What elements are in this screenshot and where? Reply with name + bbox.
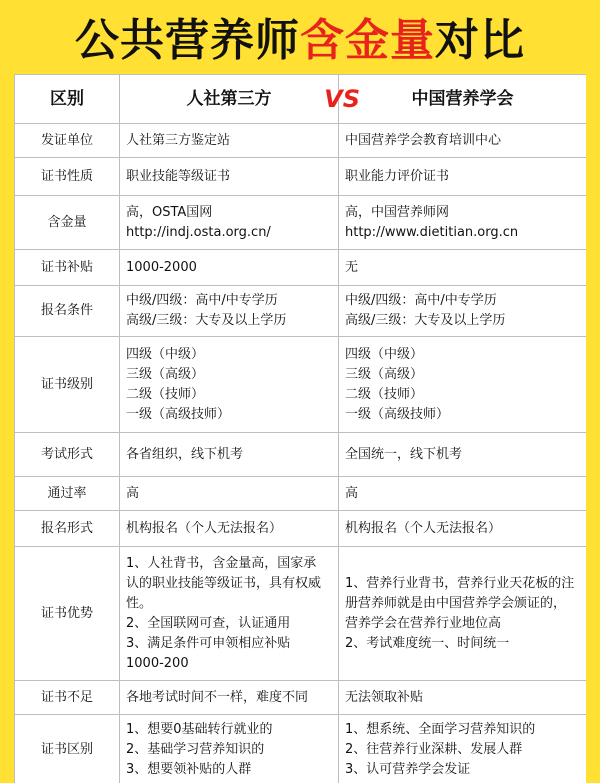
cell-line: 职业能力评价证书 <box>345 168 450 184</box>
cell-line: 三级（高级） <box>126 366 205 382</box>
row-label: 证书补贴 <box>15 250 120 286</box>
cell-line: 1、人社背书，含金量高，国家承 <box>126 555 317 571</box>
row-label: 证书级别 <box>15 337 120 433</box>
row-label: 报名条件 <box>15 286 120 337</box>
cell-line: 一级（高级技师） <box>126 406 231 422</box>
cell-line: 各省组织，线下机考 <box>126 446 244 462</box>
cell-line: 二级（技师） <box>126 386 205 402</box>
cell-cns <box>339 433 587 477</box>
cell-line: 高，OSTA国网 <box>126 204 213 220</box>
cell-line: 无 <box>345 259 359 275</box>
cell-line: 3、认可营养学会发证 <box>345 762 471 777</box>
cell-line: 性。 <box>126 595 153 611</box>
page-title <box>0 0 600 72</box>
cell-hrss <box>120 511 339 547</box>
cell-cns <box>339 158 587 196</box>
cell-line: http://www.dietitian.org.cn <box>345 224 519 240</box>
row-label: 报名形式 <box>15 511 120 547</box>
cell-cns <box>339 477 587 511</box>
table-row <box>15 547 587 681</box>
cell-cns <box>339 681 587 715</box>
cell-line: 无法领取补贴 <box>345 689 424 705</box>
cell-cns <box>339 124 587 158</box>
comparison-table <box>14 74 586 783</box>
cell-line: 3、想要领补贴的人群 <box>126 762 252 777</box>
table-row <box>15 158 587 196</box>
cell-line: 四级（中级） <box>126 346 205 362</box>
table-row <box>15 433 587 477</box>
cell-hrss <box>120 124 339 158</box>
cell-line: 人社第三方鉴定站 <box>126 132 231 148</box>
cell-cns <box>339 511 587 547</box>
cell-line: http://indj.osta.org.cn/ <box>126 224 271 240</box>
cell-line: 中级/四级：高中/中专学历 <box>126 293 278 308</box>
cell-line: 全国统一，线下机考 <box>345 446 463 462</box>
cell-line: 认的职业技能等级证书，具有权威 <box>126 575 322 591</box>
cell-hrss <box>120 547 339 681</box>
cell-line: 高级/三级：大专及以上学历 <box>126 313 287 328</box>
cell-hrss <box>120 477 339 511</box>
table-row <box>15 286 587 337</box>
row-label: 考试形式 <box>15 433 120 477</box>
table-row <box>15 196 587 250</box>
cell-line: 高级/三级：大专及以上学历 <box>345 313 506 328</box>
row-label: 证书不足 <box>15 681 120 715</box>
cell-line: 二级（技师） <box>345 386 424 402</box>
cell-line: 2、往营养行业深耕、发展人群 <box>345 742 523 757</box>
cell-line: 2、基础学习营养知识的 <box>126 742 265 757</box>
cell-cns <box>339 337 587 433</box>
header-row <box>15 75 587 124</box>
cell-hrss <box>120 337 339 433</box>
cell-line: 2、考试难度统一、时间统一 <box>345 635 510 651</box>
cell-line: 3、满足条件可申领相应补贴 <box>126 635 291 651</box>
cell-hrss <box>120 196 339 250</box>
cell-line: 高，中国营养师网 <box>345 204 450 220</box>
table-row <box>15 337 587 433</box>
title-highlight: 含金量 <box>300 15 435 66</box>
table-row <box>15 681 587 715</box>
cell-line: 四级（中级） <box>345 346 424 362</box>
cell-line: 1、想系统、全面学习营养知识的 <box>345 722 536 737</box>
cell-line: 职业技能等级证书 <box>126 168 231 184</box>
cell-cns <box>339 547 587 681</box>
cell-line: 机构报名（个人无法报名） <box>345 520 502 536</box>
cell-line: 1000-2000 <box>126 259 197 275</box>
cell-line: 1、想要0基础转行就业的 <box>126 722 273 737</box>
comparison-table-container <box>14 74 586 783</box>
cell-line: 高 <box>126 485 140 501</box>
cell-hrss <box>120 681 339 715</box>
table-row <box>15 477 587 511</box>
table-row <box>15 715 587 783</box>
cell-line: 1、营养行业背书，营养行业天花板的注 <box>345 575 575 591</box>
row-label: 发证单位 <box>15 124 120 158</box>
title-part2: 对比 <box>435 15 525 66</box>
cell-cns <box>339 196 587 250</box>
cell-line: 中国营养学会教育培训中心 <box>345 132 502 148</box>
header-col-difference: 区别 <box>15 75 120 124</box>
table-row <box>15 124 587 158</box>
row-label: 证书性质 <box>15 158 120 196</box>
cell-hrss <box>120 715 339 783</box>
header-hrss-label: 人社第三方 <box>186 89 272 109</box>
row-label: 含金量 <box>15 196 120 250</box>
cell-line: 高 <box>345 485 359 501</box>
cell-hrss <box>120 250 339 286</box>
table-row <box>15 511 587 547</box>
table-row <box>15 250 587 286</box>
cell-line: 各地考试时间不一样，难度不同 <box>126 689 309 705</box>
cell-line: 中级/四级：高中/中专学历 <box>345 293 497 308</box>
cell-line: 营养学会在营养行业地位高 <box>345 615 502 631</box>
title-part1: 公共营养师 <box>75 15 300 66</box>
header-col-hrss <box>120 75 360 124</box>
cell-line: 2、全国联网可查，认证通用 <box>126 615 291 631</box>
cell-cns <box>339 715 587 783</box>
vs-badge: VS <box>324 85 360 113</box>
cell-hrss <box>120 286 339 337</box>
cell-cns <box>339 250 587 286</box>
row-label: 证书区别 <box>15 715 120 783</box>
row-label: 通过率 <box>15 477 120 511</box>
cell-cns <box>339 286 587 337</box>
cell-hrss <box>120 433 339 477</box>
header-col-cns: 中国营养学会 <box>339 75 587 124</box>
cell-line: 三级（高级） <box>345 366 424 382</box>
cell-line: 机构报名（个人无法报名） <box>126 520 283 536</box>
cell-line: 1000-200 <box>126 655 189 671</box>
cell-hrss <box>120 158 339 196</box>
cell-line: 一级（高级技师） <box>345 406 450 422</box>
row-label: 证书优势 <box>15 547 120 681</box>
cell-line: 册营养师就是由中国营养学会颁证的， <box>345 595 567 611</box>
